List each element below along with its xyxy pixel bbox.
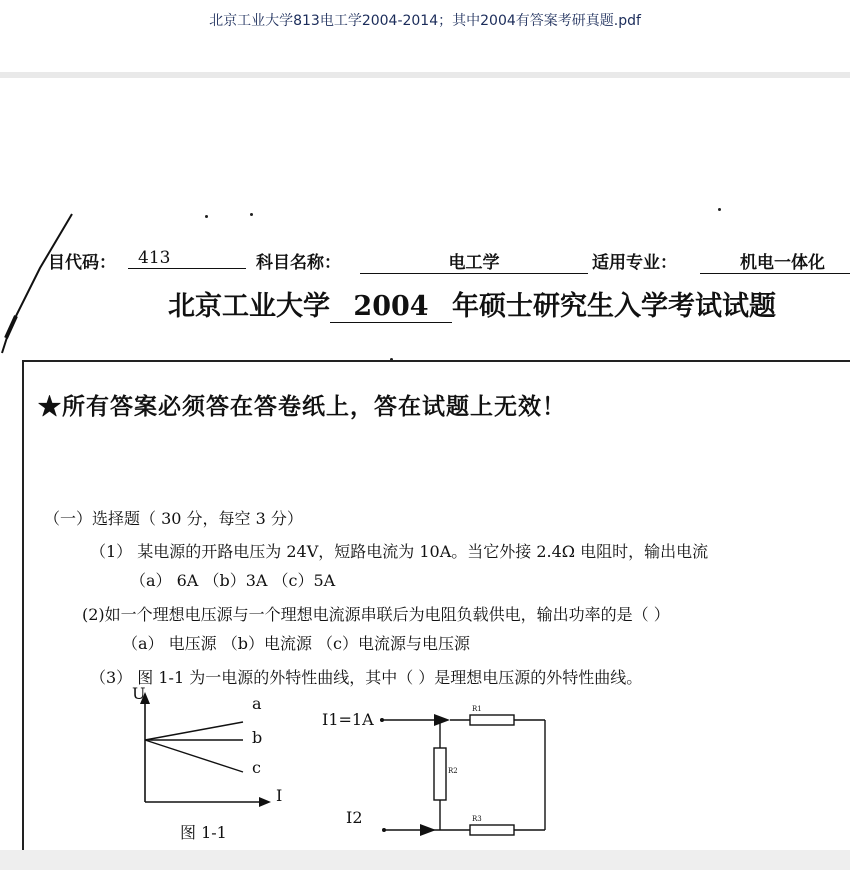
curve-a-label: a [252, 694, 262, 713]
exam-title-year: 2004 [330, 291, 452, 323]
exam-title-prefix: 北京工业大学 [168, 291, 330, 322]
document-titlebar [0, 0, 850, 72]
exam-code-label: 目代码： [48, 253, 116, 273]
section-title: （一）选择题（ 30 分，每空 3 分） [44, 509, 303, 528]
current-i1-label: I1=1A [322, 710, 374, 729]
resistor-r2-label: R2 [448, 767, 458, 775]
scan-edge-mark [0, 208, 80, 358]
exam-code-value [128, 248, 246, 269]
scan-speck [250, 213, 253, 216]
major-label: 适用专业： [592, 253, 677, 273]
question-1-text: （1） 某电源的开路电压为 24V，短路电流为 10A。当它外接 2.4Ω 电阻时，输出电流 [90, 542, 709, 561]
resistor-r1-label: R1 [472, 705, 482, 713]
exam-code-text: 413 [128, 248, 246, 269]
axis-i-label: I [276, 786, 283, 805]
resistor-r3-label: R3 [472, 815, 482, 823]
figure-caption: 图 1-1 [180, 823, 227, 842]
exam-title-suffix: 年硕士研究生入学考试试题 [452, 291, 776, 322]
circuit-diagram [370, 698, 570, 848]
curve-b-label: b [252, 728, 263, 747]
curve-c-label: c [252, 758, 261, 777]
bottom-bar [0, 850, 850, 870]
document-title: 北京工业大学813电工学2004-2014；其中2004有答案考研真题.pdf [209, 13, 641, 29]
question-2-text: (2)如一个理想电压源与一个理想电流源串联后为电阻负载供电，输出功率的是（ ） [82, 605, 670, 624]
question-2-options: （a） 电压源 （b）电流源 （c）电流源与电压源 [122, 634, 471, 653]
scan-speck [205, 215, 208, 218]
question-1-options: （a） 6A （b）3A （c）5A [130, 571, 336, 590]
major-value [700, 248, 850, 274]
subject-text: 电工学 [360, 248, 588, 274]
major-text: 机电一体化 [700, 248, 850, 274]
subject-label: 科目名称： [256, 253, 341, 273]
question-3-text: （3） 图 1-1 为一电源的外特性曲线，其中（ ）是理想电压源的外特性曲线。 [90, 668, 643, 687]
scan-speck [718, 208, 721, 211]
current-i2-label: I2 [346, 808, 363, 827]
pdf-page [0, 78, 850, 850]
axis-u-label: U [132, 684, 146, 703]
subject-value [360, 248, 588, 274]
exam-notice: ★所有答案必须答在答卷纸上，答在试题上无效！ [38, 393, 566, 420]
exam-title [168, 284, 776, 323]
